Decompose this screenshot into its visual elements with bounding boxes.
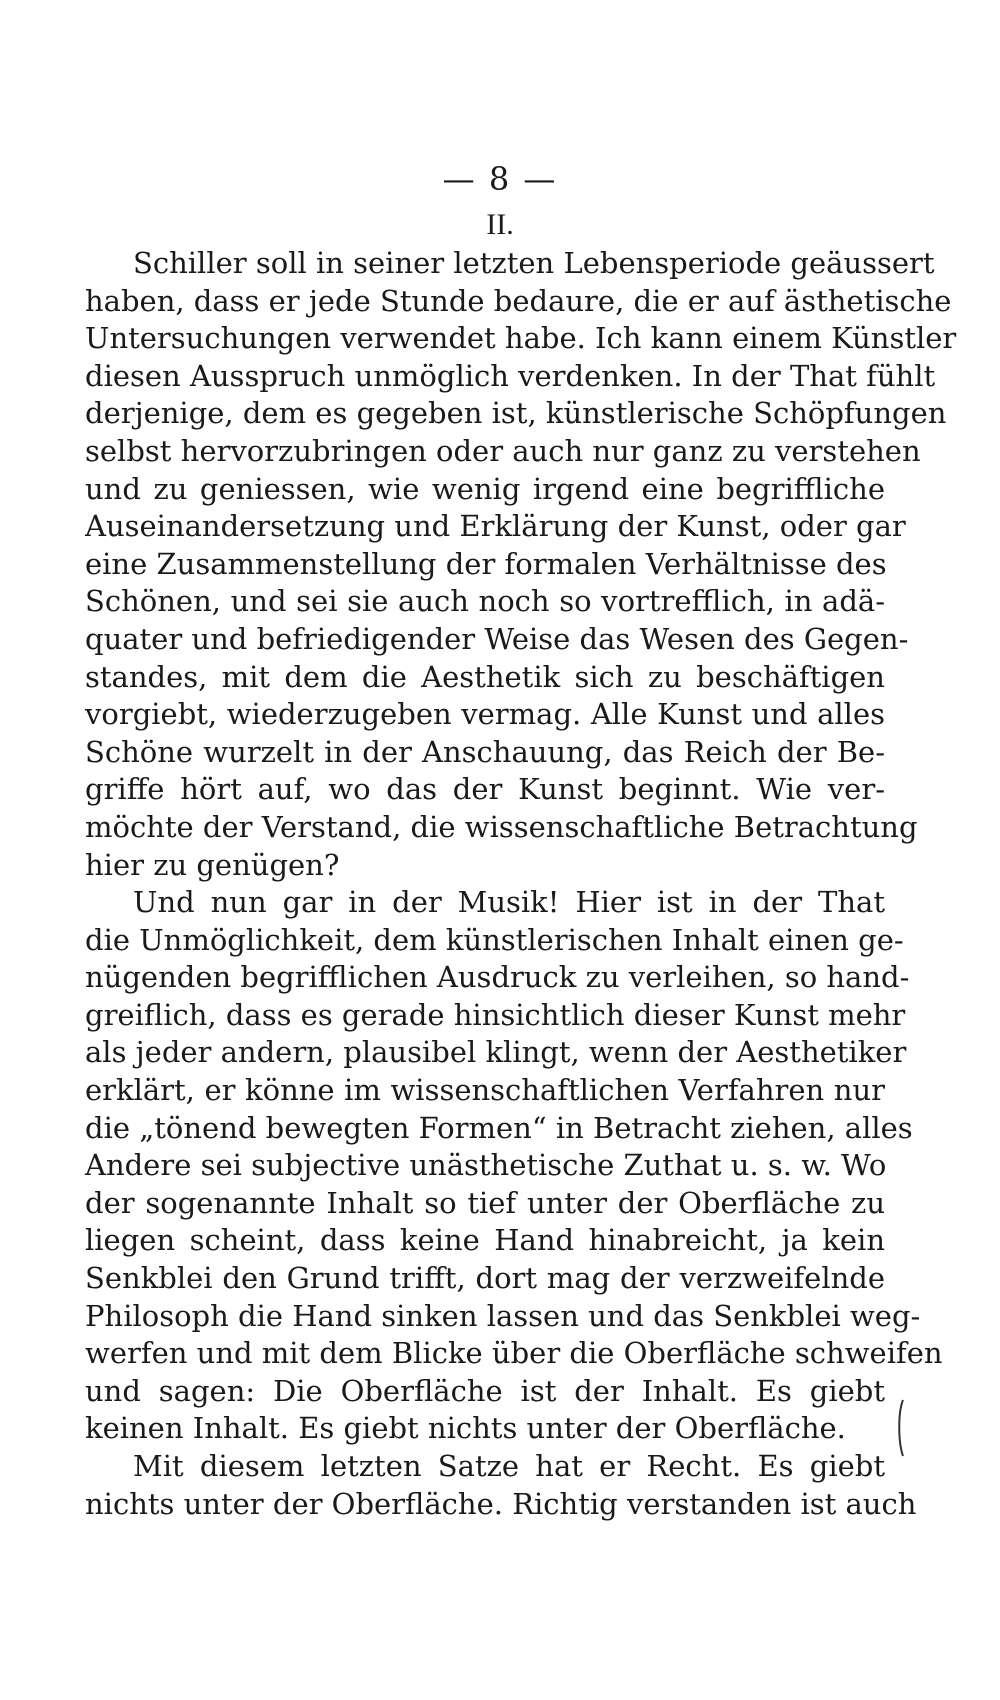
text-line: griffe hört auf, wo das der Kunst beginnt. Wie ver- bbox=[85, 772, 885, 807]
text-line: Senkblei den Grund trifft, dort mag der verzweifelnde bbox=[85, 1260, 885, 1295]
text-line: eine Zusammenstellung der formalen Verhältnisse des bbox=[85, 546, 887, 581]
text-line: derjenige, dem es gegeben ist, künstlerische Schöpfungen bbox=[85, 396, 947, 431]
text-line: Mit diesem letzten Satze hat er Recht. Es giebt bbox=[133, 1449, 885, 1483]
text-line: Schönen, und sei sie auch noch so vortrefflich, in adä- bbox=[85, 584, 885, 619]
text-line: greiflich, dass es gerade hinsichtlich dieser Kunst mehr bbox=[85, 997, 906, 1032]
text-line: die Unmöglichkeit, dem künstlerischen Inhalt einen ge- bbox=[85, 922, 904, 957]
text-line: Andere sei subjective unästhetische Zuthat u. s. w. Wo bbox=[85, 1148, 887, 1183]
chapter-heading: II. bbox=[486, 208, 514, 241]
page-number: — 8 — bbox=[442, 160, 558, 198]
text-line: die „tönend bewegten Formen“ in Betracht ziehen, alles bbox=[85, 1110, 913, 1145]
text-line: Schiller soll in seiner letzten Lebensperiode geäussert bbox=[133, 246, 935, 280]
text-line: werfen und mit dem Blicke über die Oberfläche schweifen bbox=[85, 1336, 943, 1371]
text-line: haben, dass er jede Stunde bedaure, die er auf ästhetische bbox=[85, 283, 952, 318]
text-line: keinen Inhalt. Es giebt nichts unter der Oberfläche. bbox=[85, 1411, 846, 1446]
text-line: Philosoph die Hand sinken lassen und das Senkblei weg- bbox=[85, 1298, 921, 1333]
text-line: erklärt, er könne im wissenschaftlichen Verfahren nur bbox=[85, 1072, 885, 1107]
paragraph-3 bbox=[85, 1448, 917, 1523]
text-line: standes, mit dem die Aesthetik sich zu beschäftigen bbox=[85, 659, 885, 694]
text-line: nichts unter der Oberfläche. Richtig verstanden ist auch bbox=[85, 1486, 917, 1521]
text-line: liegen scheint, dass keine Hand hinabreicht, ja kein bbox=[85, 1223, 885, 1258]
text-line: Und nun gar in der Musik! Hier ist in der That bbox=[133, 885, 885, 919]
text-line: hier zu genügen? bbox=[85, 847, 340, 882]
text-line: und sagen: Die Oberfläche ist der Inhalt. Es giebt bbox=[85, 1373, 885, 1408]
text-line: Auseinandersetzung und Erklärung der Kunst, oder gar bbox=[85, 509, 906, 544]
text-line: nügenden begrifflichen Ausdruck zu verleihen, so hand- bbox=[85, 960, 910, 995]
paragraph-2 bbox=[85, 884, 943, 1448]
text-line: diesen Ausspruch unmöglich verdenken. In der That fühlt bbox=[85, 358, 936, 393]
text-line: als jeder andern, plausibel klingt, wenn der Aesthetiker bbox=[85, 1035, 907, 1070]
margin-bracket-mark bbox=[895, 1398, 909, 1458]
text-line: und zu geniessen, wie wenig irgend eine begriffliche bbox=[85, 471, 885, 506]
text-line: vorgiebt, wiederzugeben vermag. Alle Kunst und alles bbox=[85, 697, 885, 732]
text-line: Schöne wurzelt in der Anschauung, das Reich der Be- bbox=[85, 734, 885, 769]
text-line: möchte der Verstand, die wissenschaftliche Betrachtung bbox=[85, 809, 918, 844]
text-line: selbst hervorzubringen oder auch nur ganz zu verstehen bbox=[85, 433, 921, 468]
text-line: quater und befriedigender Weise das Wesen des Gegen- bbox=[85, 621, 909, 656]
paragraph-1 bbox=[85, 245, 957, 884]
text-line: der sogenannte Inhalt so tief unter der Oberfläche zu bbox=[85, 1185, 885, 1220]
text-line: Untersuchungen verwendet habe. Ich kann einem Künstler bbox=[85, 321, 957, 356]
